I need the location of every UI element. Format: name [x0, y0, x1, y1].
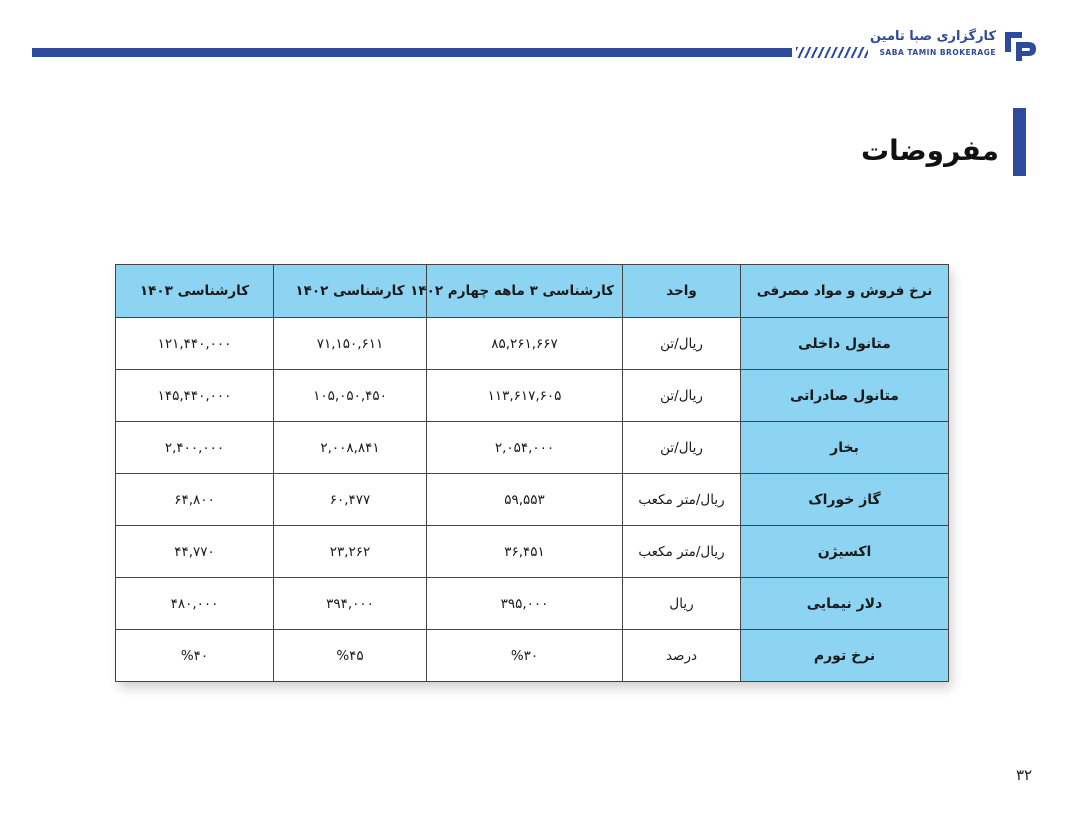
- row-q4-1402: ۲,۰۵۴,۰۰۰: [427, 422, 623, 474]
- table-row: [116, 526, 949, 578]
- row-1403: ۱۲۱,۴۴۰,۰۰۰: [116, 318, 274, 370]
- row-q4-1402: ۸۵,۲۶۱,۶۶۷: [427, 318, 623, 370]
- table-header-row: [116, 265, 949, 318]
- header-bar: [32, 48, 792, 57]
- brand-name-fa: کارگزاری صبا تامین: [869, 29, 996, 44]
- row-1402: ۲۳,۲۶۲: [274, 526, 427, 578]
- table-row: [116, 578, 949, 630]
- row-unit: ریال/متر مکعب: [623, 526, 741, 578]
- row-1402: ۳۹۴,۰۰۰: [274, 578, 427, 630]
- row-q4-1402: ۳۹۵,۰۰۰: [427, 578, 623, 630]
- row-item: دلار نیمایی: [741, 578, 949, 630]
- header-1403: کارشناسی ۱۴۰۳: [116, 265, 274, 318]
- assumptions-table-container: [115, 264, 948, 682]
- row-1402: ۱۰۵,۰۵۰,۴۵۰: [274, 370, 427, 422]
- title-accent-bar: [1013, 108, 1026, 176]
- row-unit: ریال/متر مکعب: [623, 474, 741, 526]
- header-unit: واحد: [623, 265, 741, 318]
- row-unit: ریال/تن: [623, 422, 741, 474]
- page-number: ۳۲: [1016, 766, 1033, 784]
- table-row: [116, 630, 949, 682]
- header-1402: کارشناسی ۱۴۰۲: [274, 265, 427, 318]
- row-1403: ۴۴,۷۷۰: [116, 526, 274, 578]
- row-unit: درصد: [623, 630, 741, 682]
- row-1402: %۴۵: [274, 630, 427, 682]
- row-1402: ۶۰,۴۷۷: [274, 474, 427, 526]
- assumptions-table: [115, 264, 949, 682]
- brand-logo: [869, 26, 1044, 66]
- brand-mark-icon: [1002, 28, 1040, 62]
- row-1403: ۱۴۵,۴۴۰,۰۰۰: [116, 370, 274, 422]
- row-unit: ریال/تن: [623, 318, 741, 370]
- row-1402: ۷۱,۱۵۰,۶۱۱: [274, 318, 427, 370]
- row-item: متانول صادراتی: [741, 370, 949, 422]
- row-q4-1402: ۱۱۳,۶۱۷,۶۰۵: [427, 370, 623, 422]
- header-q4-1402: کارشناسی ۳ ماهه چهارم ۱۴۰۲: [427, 265, 623, 318]
- header-item: نرخ فروش و مواد مصرفی: [741, 265, 949, 318]
- row-item: اکسیژن: [741, 526, 949, 578]
- row-1403: ۴۸۰,۰۰۰: [116, 578, 274, 630]
- row-1403: ۲,۴۰۰,۰۰۰: [116, 422, 274, 474]
- brand-name-en: SABA TAMIN BROKERAGE: [879, 48, 996, 57]
- table-row: [116, 370, 949, 422]
- row-item: بخار: [741, 422, 949, 474]
- row-1403: %۴۰: [116, 630, 274, 682]
- table-row: [116, 318, 949, 370]
- table-row: [116, 474, 949, 526]
- header-hatch-decoration: [796, 47, 868, 58]
- table-row: [116, 422, 949, 474]
- row-1402: ۲,۰۰۸,۸۴۱: [274, 422, 427, 474]
- row-unit: ریال/تن: [623, 370, 741, 422]
- row-1403: ۶۴,۸۰۰: [116, 474, 274, 526]
- row-item: گاز خوراک: [741, 474, 949, 526]
- row-q4-1402: ۵۹,۵۵۳: [427, 474, 623, 526]
- row-q4-1402: ۳۶,۴۵۱: [427, 526, 623, 578]
- row-item: متانول داخلی: [741, 318, 949, 370]
- row-q4-1402: %۳۰: [427, 630, 623, 682]
- row-item: نرخ تورم: [741, 630, 949, 682]
- row-unit: ریال: [623, 578, 741, 630]
- page-title: مفروضات: [860, 134, 999, 167]
